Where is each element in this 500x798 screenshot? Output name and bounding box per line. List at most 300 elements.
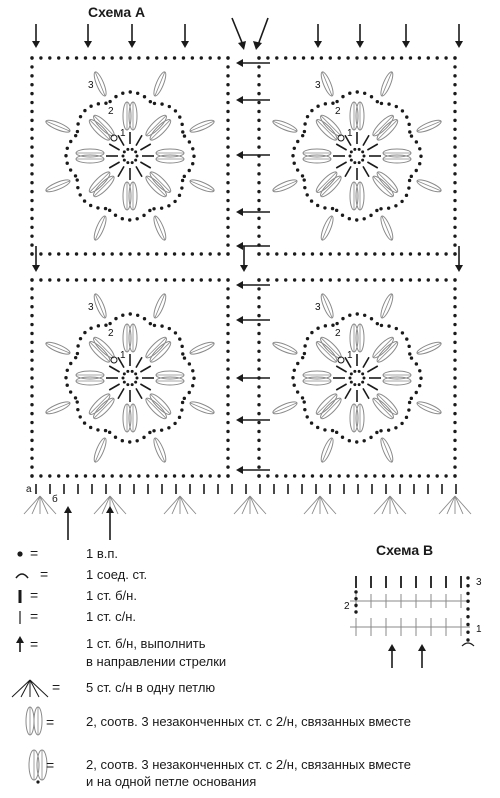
chain-dot bbox=[400, 252, 403, 255]
chain-dot bbox=[257, 252, 260, 255]
sc-stitch bbox=[109, 144, 119, 150]
fan-stitch bbox=[40, 496, 48, 514]
chain-dot bbox=[75, 56, 78, 59]
chain-dot bbox=[275, 474, 278, 477]
chain-dot bbox=[435, 474, 438, 477]
chain-dot bbox=[453, 465, 456, 468]
chain-dot bbox=[427, 474, 430, 477]
sc-stitch bbox=[140, 366, 150, 372]
chain-dot bbox=[387, 102, 390, 105]
sc-stitch bbox=[140, 162, 150, 168]
fan-icon bbox=[30, 680, 48, 697]
sc-stitch bbox=[367, 162, 377, 168]
chain-dot bbox=[453, 119, 456, 122]
chain-dot bbox=[57, 278, 60, 281]
arrow-head bbox=[181, 41, 189, 48]
round-label-1: 1 bbox=[120, 350, 126, 361]
chain-dot bbox=[93, 474, 96, 477]
chain-dot bbox=[74, 174, 77, 177]
chain-dot bbox=[435, 56, 438, 59]
chain-dot bbox=[226, 74, 229, 77]
sc-stitch bbox=[109, 366, 119, 372]
chain-dot bbox=[453, 332, 456, 335]
chain-dot bbox=[373, 56, 376, 59]
chain-dot bbox=[453, 314, 456, 317]
chain-dot bbox=[153, 102, 156, 105]
chain-dot bbox=[466, 592, 469, 595]
chain-dot bbox=[89, 327, 92, 330]
chain-dot bbox=[155, 278, 158, 281]
chain-dot bbox=[167, 426, 170, 429]
fan-stitch bbox=[180, 496, 196, 514]
chain-dot bbox=[226, 350, 229, 353]
fan-stitch bbox=[164, 496, 180, 514]
chain-dot bbox=[66, 56, 69, 59]
chain-dot bbox=[39, 474, 42, 477]
fan-stitch bbox=[390, 496, 406, 514]
chain-dot bbox=[257, 412, 260, 415]
chain-dot bbox=[104, 102, 107, 105]
chain-dot bbox=[293, 278, 296, 281]
chain-dot bbox=[301, 356, 304, 359]
chain-dot bbox=[275, 252, 278, 255]
chain-dot bbox=[146, 252, 149, 255]
chain-dot bbox=[291, 154, 294, 157]
chain-dot bbox=[30, 305, 33, 308]
chain-dot bbox=[89, 105, 92, 108]
chain-dot bbox=[354, 590, 357, 593]
chain-dot bbox=[444, 56, 447, 59]
chain-dot bbox=[418, 162, 421, 165]
round-label-2: 2 bbox=[335, 106, 341, 117]
chain-dot bbox=[226, 403, 229, 406]
chain-dot bbox=[453, 110, 456, 113]
chain-dot bbox=[36, 780, 39, 783]
chain-dot bbox=[64, 376, 67, 379]
chain-dot bbox=[48, 56, 51, 59]
chain-dot bbox=[128, 252, 131, 255]
chain-dot bbox=[453, 65, 456, 68]
chain-dot bbox=[418, 369, 421, 372]
chain-dot bbox=[226, 226, 229, 229]
chain-dot bbox=[302, 278, 305, 281]
round-label-1: 1 bbox=[347, 128, 353, 139]
chain-dot bbox=[226, 83, 229, 86]
chain-dot bbox=[444, 474, 447, 477]
chain-dot bbox=[97, 102, 100, 105]
chain-dot bbox=[257, 181, 260, 184]
chain-dot bbox=[354, 604, 357, 607]
chain-dot bbox=[296, 390, 299, 393]
chain-dot bbox=[30, 430, 33, 433]
legend-eq: = bbox=[40, 566, 49, 582]
sc-stitch bbox=[336, 162, 346, 168]
chain-dot bbox=[331, 102, 334, 105]
chain-dot bbox=[30, 341, 33, 344]
chain-dot bbox=[353, 383, 356, 386]
legend-text-fan: 5 ст. с/н в одну петлю bbox=[86, 680, 216, 695]
chain-dot bbox=[110, 56, 113, 59]
chain-dot bbox=[84, 474, 87, 477]
chain-dot bbox=[226, 456, 229, 459]
sc-stitch bbox=[363, 135, 369, 145]
motif bbox=[257, 278, 456, 477]
chain-dot bbox=[266, 56, 269, 59]
chain-dot bbox=[356, 90, 359, 93]
chain-dot bbox=[30, 65, 33, 68]
chain-dot bbox=[226, 243, 229, 246]
chain-dot bbox=[208, 278, 211, 281]
chain-dot bbox=[257, 92, 260, 95]
chain-dot bbox=[152, 429, 155, 432]
chain-dot bbox=[226, 234, 229, 237]
chain-dot bbox=[341, 436, 344, 439]
chain-dot bbox=[337, 278, 340, 281]
chain-dot bbox=[320, 252, 323, 255]
chain-dot bbox=[30, 376, 33, 379]
chain-dot bbox=[226, 385, 229, 388]
chain-dot bbox=[266, 474, 269, 477]
sc-stitch bbox=[345, 388, 351, 398]
chain-dot bbox=[284, 278, 287, 281]
chain-dot bbox=[30, 350, 33, 353]
chain-dot bbox=[76, 122, 79, 125]
chain-dot bbox=[453, 101, 456, 104]
chain-dot bbox=[329, 474, 332, 477]
chain-dot bbox=[108, 209, 111, 212]
chain-dot bbox=[453, 350, 456, 353]
chain-dot bbox=[331, 207, 334, 210]
chain-dot bbox=[363, 155, 366, 158]
chain-dot bbox=[83, 109, 86, 112]
chain-dot bbox=[363, 92, 366, 95]
chain-dot bbox=[200, 474, 203, 477]
chain-dot bbox=[320, 56, 323, 59]
legend-text-cluster-base-2: и на одной петле основания bbox=[86, 774, 257, 789]
sc-stitch bbox=[336, 144, 346, 150]
chain-dot bbox=[226, 287, 229, 290]
chain-dot bbox=[453, 448, 456, 451]
chain-dot bbox=[349, 377, 352, 380]
legend-text-slip: 1 соед. ст. bbox=[86, 567, 148, 582]
chain-dot bbox=[257, 323, 260, 326]
chain-dot bbox=[466, 615, 469, 618]
arrow-head bbox=[388, 644, 396, 651]
chain-dot bbox=[226, 252, 229, 255]
chain-dot bbox=[164, 252, 167, 255]
arrow-head bbox=[236, 242, 243, 250]
arrow-head bbox=[236, 416, 243, 424]
chain-dot bbox=[126, 383, 129, 386]
chain-dot bbox=[30, 358, 33, 361]
chain-dot bbox=[30, 474, 33, 477]
chain-dot bbox=[453, 287, 456, 290]
chain-dot bbox=[284, 56, 287, 59]
chain-dot bbox=[348, 92, 351, 95]
sc-stitch bbox=[336, 366, 346, 372]
chain-dot bbox=[180, 186, 183, 189]
fan-icon bbox=[21, 680, 30, 697]
chain-dot bbox=[137, 56, 140, 59]
chain-dot bbox=[123, 372, 126, 375]
arrow-head bbox=[236, 208, 243, 216]
chain-dot bbox=[310, 109, 313, 112]
chain-dot bbox=[188, 140, 191, 143]
chain-dot bbox=[466, 638, 469, 641]
chain-dot bbox=[466, 576, 469, 579]
chain-dot bbox=[164, 474, 167, 477]
chain-dot bbox=[387, 206, 390, 209]
chain-dot bbox=[110, 278, 113, 281]
chain-dot bbox=[410, 397, 413, 400]
chain-dot bbox=[435, 278, 438, 281]
chain-dot bbox=[79, 337, 82, 340]
chain-dot bbox=[346, 56, 349, 59]
fan-stitch bbox=[312, 496, 320, 514]
chain-dot bbox=[30, 181, 33, 184]
round-label-1: 1 bbox=[120, 128, 126, 139]
chain-dot bbox=[266, 278, 269, 281]
chain-dot bbox=[122, 377, 125, 380]
chain-dot bbox=[191, 369, 194, 372]
chain-dot bbox=[97, 324, 100, 327]
chain-dot bbox=[30, 154, 33, 157]
chain-dot bbox=[310, 421, 313, 424]
chain-dot bbox=[391, 56, 394, 59]
chain-dot bbox=[353, 148, 356, 151]
chain-dot bbox=[226, 136, 229, 139]
chain-dot bbox=[275, 278, 278, 281]
chain-dot bbox=[453, 163, 456, 166]
chain-dot bbox=[408, 130, 411, 133]
legend-eq: = bbox=[30, 636, 39, 652]
chain-dot bbox=[453, 243, 456, 246]
chain-dot bbox=[296, 140, 299, 143]
chain-dot bbox=[183, 397, 186, 400]
chain-dot bbox=[136, 377, 139, 380]
chain-dot bbox=[64, 154, 67, 157]
chain-dot bbox=[407, 408, 410, 411]
chain-dot bbox=[226, 110, 229, 113]
chain-dot bbox=[409, 252, 412, 255]
chain-dot bbox=[257, 367, 260, 370]
chain-dot bbox=[257, 332, 260, 335]
chain-dot bbox=[453, 74, 456, 77]
chain-dot bbox=[311, 252, 314, 255]
chain-dot bbox=[136, 314, 139, 317]
arrow-head bbox=[455, 265, 463, 272]
chain-dot bbox=[302, 474, 305, 477]
chain-dot bbox=[30, 208, 33, 211]
chain-dot bbox=[453, 421, 456, 424]
round-label-2: 2 bbox=[108, 106, 114, 117]
chain-dot bbox=[83, 331, 86, 334]
chain-dot bbox=[466, 607, 469, 610]
chain-dot bbox=[303, 408, 306, 411]
arrow-head bbox=[455, 41, 463, 48]
chain-dot bbox=[75, 474, 78, 477]
sc-stitch bbox=[136, 166, 142, 176]
chain-dot bbox=[400, 474, 403, 477]
chain-dot bbox=[164, 278, 167, 281]
chain-dot bbox=[316, 204, 319, 207]
chain-dot bbox=[301, 396, 304, 399]
chain-dot bbox=[324, 102, 327, 105]
chain-dot bbox=[350, 159, 353, 162]
legend-eq: = bbox=[30, 587, 39, 603]
chain-dot bbox=[410, 356, 413, 359]
sc-stitch bbox=[336, 384, 346, 390]
chain-dot bbox=[57, 252, 60, 255]
chain-dot bbox=[48, 278, 51, 281]
chain-dot bbox=[69, 140, 72, 143]
chain-dot bbox=[119, 252, 122, 255]
chain-dot bbox=[302, 252, 305, 255]
chain-dot bbox=[257, 296, 260, 299]
row-label-1: 1 bbox=[476, 624, 482, 635]
chain-dot bbox=[364, 252, 367, 255]
chain-dot bbox=[155, 56, 158, 59]
chain-dot bbox=[30, 278, 33, 281]
chain-dot bbox=[355, 474, 358, 477]
chain-dot bbox=[180, 123, 183, 126]
chain-dot bbox=[226, 474, 229, 477]
chain-dot bbox=[453, 305, 456, 308]
chain-dot bbox=[129, 90, 132, 93]
chain-dot bbox=[453, 208, 456, 211]
chain-dot bbox=[114, 95, 117, 98]
chain-dot bbox=[346, 252, 349, 255]
chain-dot bbox=[358, 370, 361, 373]
chain-dot bbox=[444, 278, 447, 281]
chain-dot bbox=[30, 217, 33, 220]
chain-dot bbox=[394, 426, 397, 429]
chain-dot bbox=[257, 56, 260, 59]
chain-dot bbox=[257, 145, 260, 148]
chain-dot bbox=[126, 370, 129, 373]
chain-dot bbox=[453, 217, 456, 220]
chain-dot bbox=[380, 102, 383, 105]
chain-dot bbox=[226, 101, 229, 104]
chain-dot bbox=[257, 341, 260, 344]
chain-dot bbox=[84, 56, 87, 59]
chain-dot bbox=[361, 159, 364, 162]
chain-dot bbox=[337, 252, 340, 255]
sc-stitch bbox=[367, 384, 377, 390]
round-label-2: 2 bbox=[335, 328, 341, 339]
chain-dot bbox=[200, 278, 203, 281]
chain-dot bbox=[121, 92, 124, 95]
chain-dot bbox=[257, 110, 260, 113]
chain-dot bbox=[181, 179, 184, 182]
chain-dot bbox=[293, 147, 296, 150]
chain-dot bbox=[405, 416, 408, 419]
chain-dot bbox=[346, 278, 349, 281]
chain-dot bbox=[257, 439, 260, 442]
chain-dot bbox=[108, 100, 111, 103]
chain-dot bbox=[66, 278, 69, 281]
chain-dot bbox=[217, 56, 220, 59]
chain-dot bbox=[380, 324, 383, 327]
chain-dot bbox=[178, 194, 181, 197]
chain-dot bbox=[453, 341, 456, 344]
chain-dot bbox=[453, 136, 456, 139]
chain-dot bbox=[409, 56, 412, 59]
chain-dot bbox=[76, 400, 79, 403]
chain-dot bbox=[257, 430, 260, 433]
chain-dot bbox=[427, 278, 430, 281]
chain-dot bbox=[257, 136, 260, 139]
chain-dot bbox=[373, 252, 376, 255]
chain-dot bbox=[226, 65, 229, 68]
corner-label-a: а bbox=[26, 484, 32, 495]
chain-dot bbox=[408, 179, 411, 182]
chain-dot bbox=[405, 337, 408, 340]
chain-dot bbox=[30, 412, 33, 415]
arrow-head bbox=[240, 265, 248, 272]
chain-dot bbox=[400, 200, 403, 203]
arrow-head bbox=[236, 281, 243, 289]
chain-dot bbox=[182, 474, 185, 477]
chain-dot bbox=[160, 206, 163, 209]
chain-dot bbox=[160, 324, 163, 327]
chain-dot bbox=[311, 278, 314, 281]
chain-dot bbox=[134, 381, 137, 384]
chain-dot bbox=[453, 403, 456, 406]
chain-dot bbox=[257, 208, 260, 211]
chain-dot bbox=[183, 175, 186, 178]
legend-text-arrow: 1 ст. б/н, выполнить bbox=[86, 636, 206, 651]
chain-dot bbox=[293, 252, 296, 255]
chain-dot bbox=[354, 610, 357, 613]
chain-dot bbox=[405, 115, 408, 118]
chain-dot bbox=[257, 74, 260, 77]
chain-dot bbox=[226, 412, 229, 415]
chain-dot bbox=[183, 356, 186, 359]
fan-stitch bbox=[390, 496, 398, 514]
chain-dot bbox=[66, 369, 69, 372]
chain-dot bbox=[76, 344, 79, 347]
chain-dot bbox=[168, 105, 171, 108]
chain-dot bbox=[316, 426, 319, 429]
chain-dot bbox=[75, 278, 78, 281]
chain-dot bbox=[134, 372, 137, 375]
chain-dot bbox=[257, 474, 260, 477]
chain-dot bbox=[364, 474, 367, 477]
legend-eq: = bbox=[30, 545, 39, 561]
chain-dot bbox=[257, 65, 260, 68]
chain-dot bbox=[226, 145, 229, 148]
chain-dot bbox=[74, 356, 77, 359]
arrow-head bbox=[314, 41, 322, 48]
chain-dot bbox=[356, 312, 359, 315]
chain-dot bbox=[108, 431, 111, 434]
chain-dot bbox=[226, 439, 229, 442]
chain-dot bbox=[453, 456, 456, 459]
chain-dot bbox=[192, 155, 195, 158]
chain-dot bbox=[226, 128, 229, 131]
arrow-head bbox=[84, 41, 92, 48]
chain-dot bbox=[30, 199, 33, 202]
chain-dot bbox=[415, 362, 418, 365]
chain-dot bbox=[155, 252, 158, 255]
chain-dot bbox=[181, 401, 184, 404]
chain-dot bbox=[257, 217, 260, 220]
chain-dot bbox=[400, 56, 403, 59]
arrow-head bbox=[418, 644, 426, 651]
base-row bbox=[24, 484, 471, 514]
chain-dot bbox=[296, 362, 299, 365]
